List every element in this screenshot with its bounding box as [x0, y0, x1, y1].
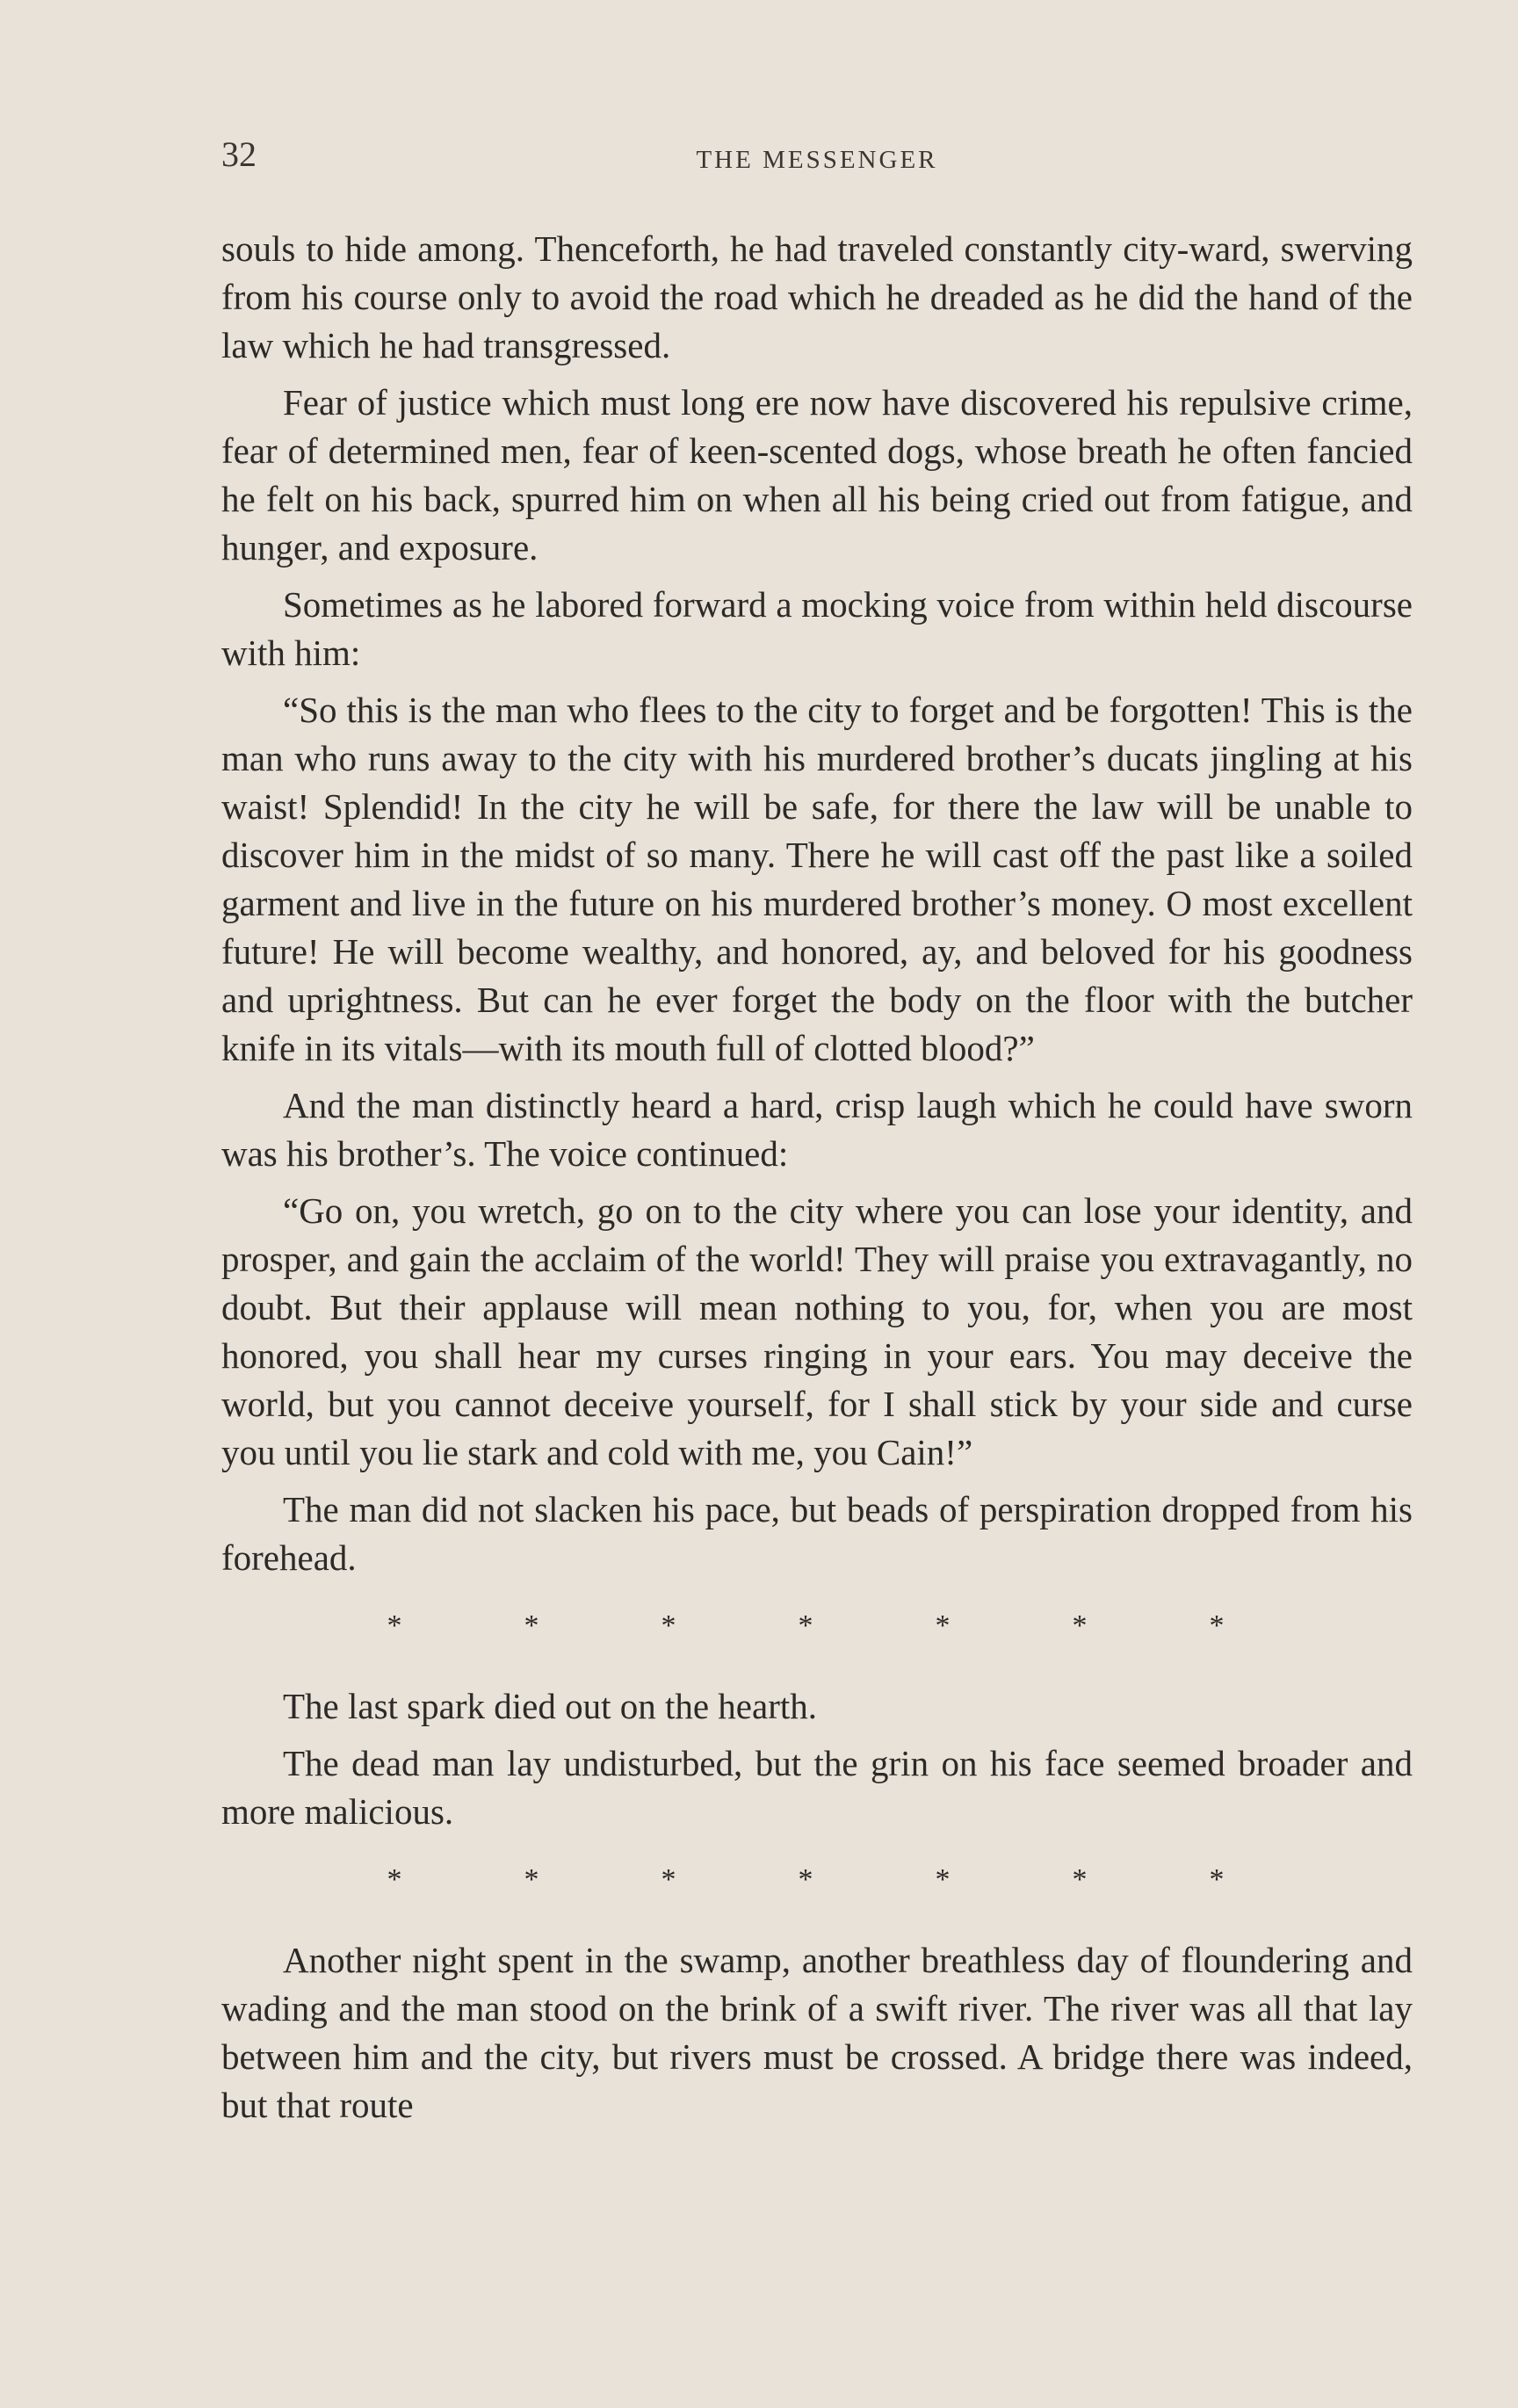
page-number: 32 — [221, 134, 257, 174]
separator-star: * — [661, 1609, 676, 1642]
paragraph: And the man distinctly heard a hard, crisp laugh which he could have sworn was his brother’s. The voice continued: — [221, 1085, 1413, 1174]
separator-star: * — [661, 1863, 676, 1896]
section-separator — [384, 1609, 1227, 1644]
separator-star: * — [387, 1863, 402, 1896]
paragraph: Sometimes as he labored forward a mocking voice from within held discourse with him: — [221, 584, 1413, 673]
separator-star: * — [387, 1609, 402, 1642]
running-head: THE MESSENGER — [696, 146, 938, 174]
paragraph: souls to hide among. Thenceforth, he had traveled constantly city-ward, swerving from his course only to avoid the road which he dreaded as he did the hand of the law which he had transgressed. — [221, 228, 1413, 365]
page-header — [221, 134, 1413, 186]
separator-star: * — [1072, 1609, 1088, 1642]
paragraph: Fear of justice which must long ere now have discovered his repulsive crime, fear of determined men, fear of keen-scented dogs, whose breath he often fancied he felt on his back, spurred him on when all his being cried out from fatigue, and hunger, and exposure. — [221, 382, 1413, 568]
separator-star: * — [1209, 1863, 1225, 1896]
paragraph: The last spark died out on the hearth. — [283, 1686, 817, 1726]
separator-star: * — [798, 1609, 813, 1642]
separator-star: * — [935, 1609, 951, 1642]
paragraph: The man did not slacken his pace, but beads of perspiration dropped from his forehead. — [221, 1489, 1413, 1578]
separator-star: * — [935, 1863, 951, 1896]
paragraph: “So this is the man who flees to the city to forget and be forgotten! This is the man who runs away to the city with his murdered brother’s ducats jingling at his waist! Splendid! In the city he will be safe, for there the law will be unable to discover him in the midst of so many. There he will cast off the past like a soiled garment and live in the future on his murdered brother’s money. O most excellent future! He will become wealthy, and honored, ay, and beloved for his goodness and uprightness. But can he ever forget the body on the floor with the butcher knife in its vitals—with its mouth full of clotted blood?” — [221, 690, 1413, 1068]
separator-star: * — [1072, 1863, 1088, 1896]
body-text — [221, 225, 1413, 2138]
separator-star: * — [524, 1609, 539, 1642]
separator-star: * — [798, 1863, 813, 1896]
paragraph: Another night spent in the swamp, another breathless day of floundering and wading and the man stood on the brink of a swift river. The river was all that lay between him and the city, but rivers must be crossed. A bridge there was indeed, but that route — [221, 1940, 1413, 2125]
separator-star: * — [524, 1863, 539, 1896]
paragraph: “Go on, you wretch, go on to the city where you can lose your identity, and prosper, and gain the acclaim of the world! They will praise you extravagantly, no doubt. But their applause will mean nothing to you, for, when you are most honored, you shall hear my curses ringing in your ears. You may deceive the world, but you cannot deceive yourself, for I shall stick by your side and curse you until you lie stark and cold with me, you Cain!” — [221, 1190, 1413, 1472]
paragraph: The dead man lay undisturbed, but the grin on his face seemed broader and more malicious. — [221, 1743, 1413, 1832]
section-separator — [384, 1862, 1227, 1898]
separator-star: * — [1209, 1609, 1225, 1642]
